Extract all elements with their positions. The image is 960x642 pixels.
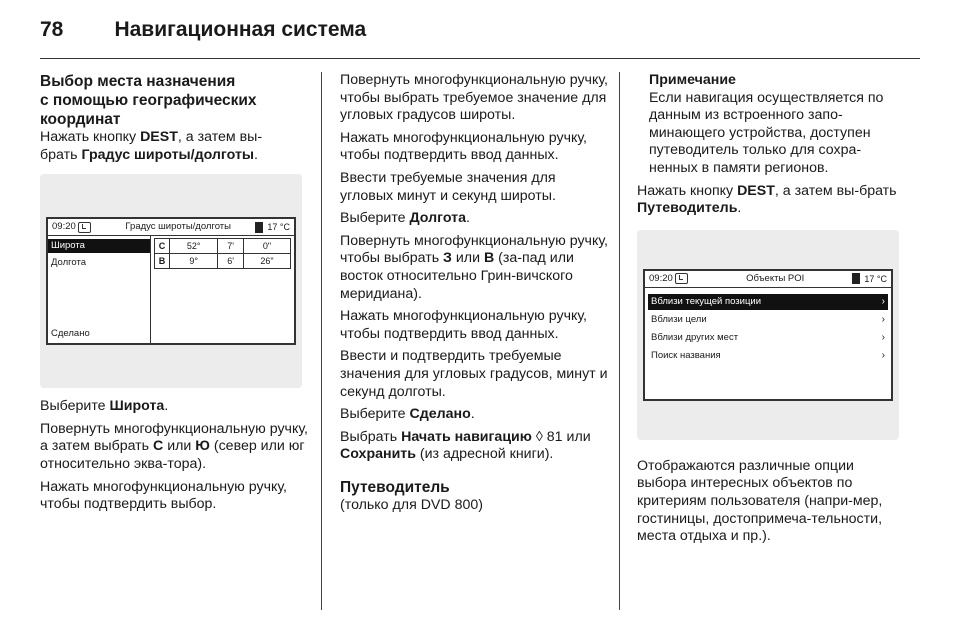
chevron-right-icon: › [881,313,885,325]
table-row: В 9° 6' 26" [155,254,291,269]
list-item: Вблизи цели › [651,313,885,325]
column-1 [40,72,308,519]
screen-title: Градус широты/долготы [125,221,231,233]
page-header [40,18,366,48]
header-rule [40,58,920,59]
clock-icon [78,222,91,233]
poi-menu [645,288,891,366]
screen-temperature: 17 °C [864,273,887,284]
screen-illustration-poi [637,230,899,440]
screen-time: 09:20 [52,221,76,233]
menu-item-latitude: Широта [48,239,150,253]
paragraph: Нажать многофункциональную ручку, чтобы подтвердить выбор. [40,478,287,513]
paragraph: Выберите Сделано. [340,406,475,423]
chevron-right-icon: › [881,295,885,307]
paragraph: Повернуть многофункциональную ручку, чтобы выбрать З или В (за-пад или восток относительно Грин-вичского меридиана). [340,232,608,302]
screen-illustration-latlon [40,174,302,388]
sub-heading: Путеводитель [340,478,450,496]
section-heading: Выбор места назначения с помощью географических координат [40,73,257,128]
paragraph: (только для DVD 800) [340,496,483,513]
table-row: С 52° 7' 0" [155,239,291,254]
column-divider [619,72,620,610]
screen-time: 09:20 [649,272,673,284]
note-title: Примечание [649,72,736,88]
column-3 [637,72,905,551]
page-number: 78 [40,18,64,41]
screen-title: Объекты POI [746,272,805,284]
thermometer-icon [852,273,860,284]
page-title: Навигационная система [114,18,367,41]
link-start-navigation: Начать навигацию [401,428,532,445]
page-reference: ◊ 81 [531,428,563,445]
paragraph: Выбрать Начать навигацию ◊ 81 или Сохранить (из адресной книги). [340,428,591,463]
paragraph: Отображаются различные опции выбора интересных объектов по критериям пользователя (напри-мер, гостиницы, достопримеча-тельности, места отдыха и пр.). [637,457,883,545]
screen-status-bar [645,271,891,288]
paragraph: Нажать кнопку DEST, а затем вы-брать Путеводитель. [637,182,897,217]
paragraph: Ввести требуемые значения для угловых минут и секунд широты. [340,169,556,204]
note-text: Если навигация осуществляется по данным из встроенного запо-минающего устройства, доступен путеводитель только для сохра-ненных в памяти регионов. [649,89,884,176]
screen-temperature: 17 °C [267,222,290,233]
paragraph: Выберите Широта. [40,398,169,415]
paragraph: Нажать многофункциональную ручку, чтобы подтвердить ввод данных. [340,129,587,164]
column-divider [321,72,322,610]
paragraph: Повернуть многофункциональную ручку, чтобы выбрать требуемое значение для угловых градусов широты. [340,72,608,124]
chevron-right-icon: › [881,331,885,343]
chevron-right-icon: › [881,349,885,361]
screen-status-bar [48,219,294,236]
display-screen [643,269,893,401]
paragraph: Нажать многофункциональную ручку, чтобы подтвердить ввод данных. [340,308,587,342]
note-box [637,72,905,178]
paragraph: Повернуть многофункциональную ручку, а затем выбрать С или Ю (север или юг относительно эква-тора). [40,420,308,472]
column-2 [340,72,608,519]
menu-item-longitude: Долгота [51,257,87,269]
coordinate-table [154,238,291,269]
clock-icon [675,273,688,284]
list-item: Поиск названия › [651,349,885,361]
screen-menu [48,236,151,344]
thermometer-icon [255,222,263,233]
paragraph: Выберите Долгота. [340,210,470,227]
display-screen [46,217,296,345]
list-item: Вблизи текущей позиции › [648,294,888,310]
paragraph: Ввести и подтвердить требуемые значения для угловых градусов, минут и секунд долготы. [340,348,608,400]
menu-item-done: Сделано [51,328,90,340]
list-item: Вблизи других мест › [651,331,885,343]
paragraph: Нажать кнопку DEST, а затем вы- брать Градус широты/долготы. [40,129,263,163]
